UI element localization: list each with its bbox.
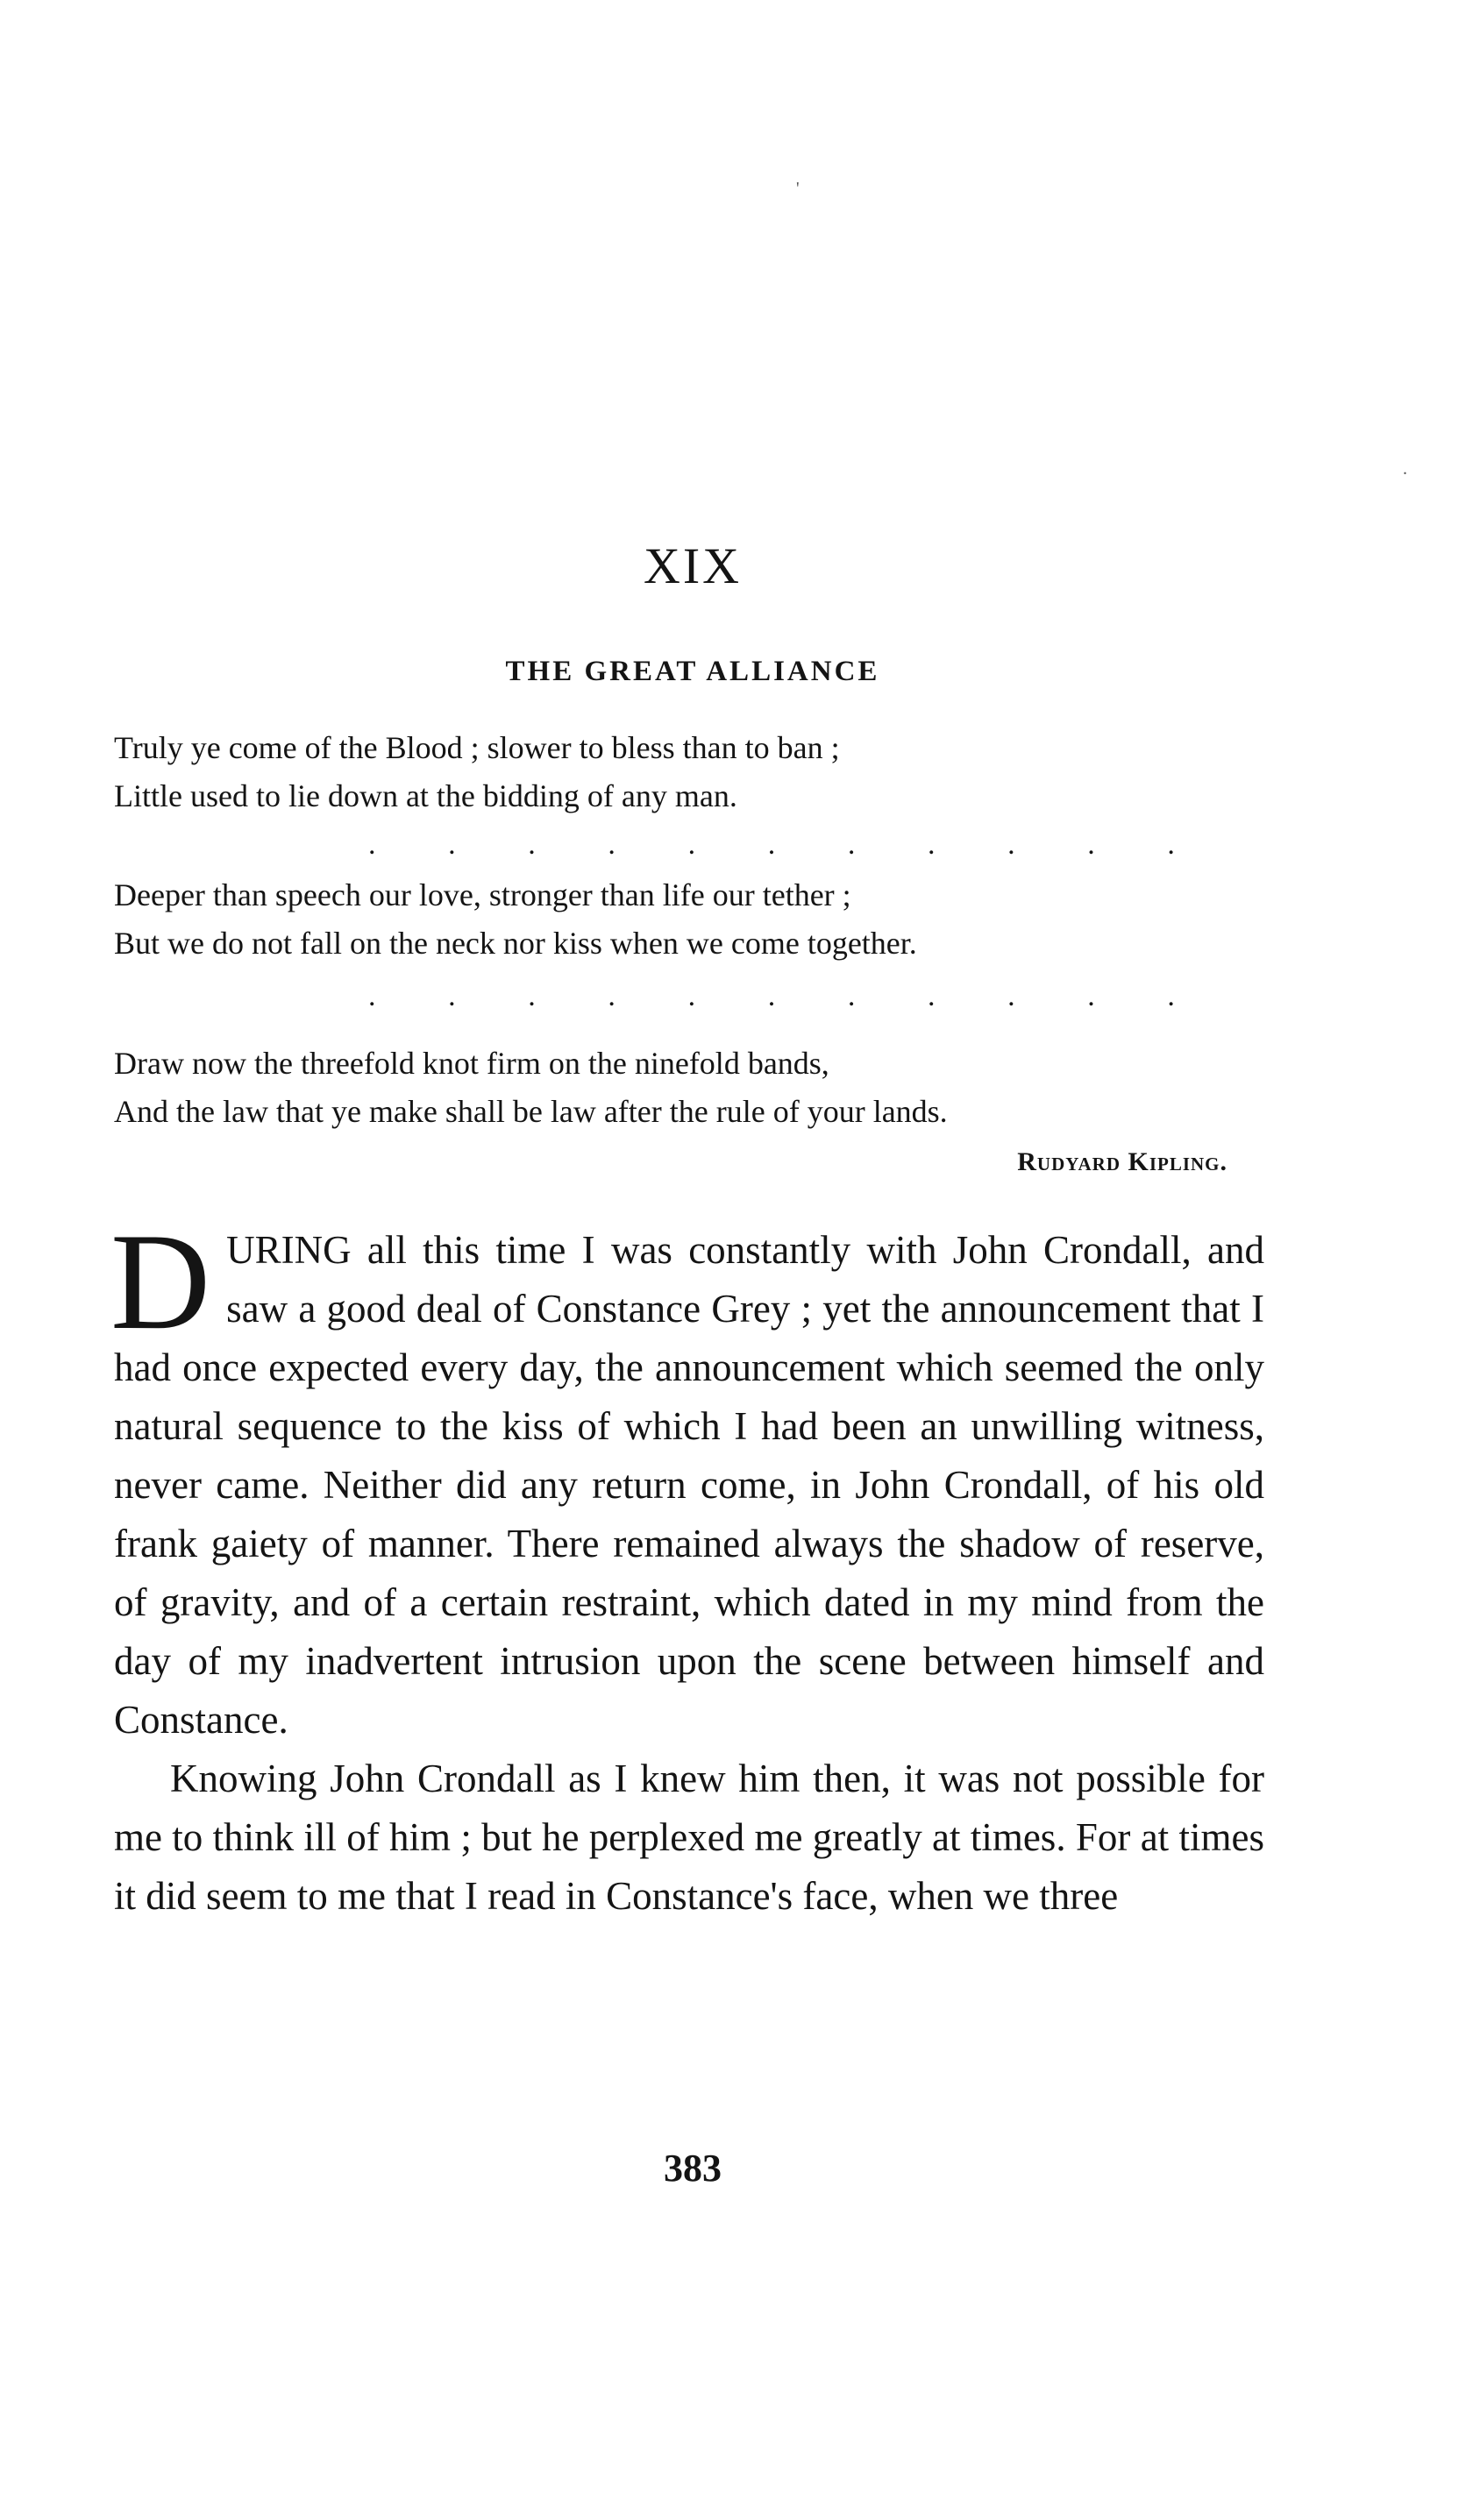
epigraph [114,732,1271,1188]
ellipsis-dot: . [448,980,456,1012]
verse-line: And the law that ye make shall be law after the rule of your lands. [114,1094,948,1129]
paragraph-text: URING all this time I was constantly with John Crondall, and saw a good deal of Constance Grey ; yet the announcement that I had once expected every day, the announcement which seemed the only natural sequence to the kiss of which I had been an unwilling witness, never came. Neither did any return come, in John Crondall, of his old frank gaiety of manner. There remained always the shadow of reserve, of gravity, and of a certain restraint, which dated in my mind from the day of my inadvertent intrusion upon the scene between himself and Constance. [114,1228,1264,1742]
verse-line: Draw now the threefold knot firm on the ninefold bands, [114,1046,829,1081]
print-speck: . [1403,459,1407,479]
chapter-title: THE GREAT ALLIANCE [505,656,880,687]
ellipsis-dot: . [448,828,456,861]
paragraph-text: Knowing John Crondall as I knew him then, it was not possible for me to think ill of him ; but he perplexed me greatly at times. For at times it did seem to me that I read in Constance's face, when we three [114,1757,1264,1918]
ellipsis-row [368,982,1175,1012]
ellipsis-dot: . [687,980,696,1012]
ellipsis-dot: . [767,828,776,861]
chapter-number: XIX [643,537,743,594]
ellipsis-dot: . [1167,828,1175,861]
ellipsis-dot: . [1007,828,1015,861]
paragraph [110,1205,1264,1750]
ellipsis-dot: . [528,828,536,861]
ellipsis-dot: . [1167,980,1175,1012]
paragraph [114,1750,1264,1926]
ellipsis-dot: . [368,980,376,1012]
ellipsis-dot: . [767,980,776,1012]
ellipsis-dot: . [1087,980,1095,1012]
print-speck: ' [796,179,800,198]
epigraph-attribution: Rudyard Kipling. [1017,1147,1227,1176]
ellipsis-dot: . [687,828,696,861]
ellipsis-dot: . [1087,828,1095,861]
ellipsis-dot: . [847,980,856,1012]
ellipsis-dot: . [608,828,615,861]
ellipsis-dot: . [847,828,856,861]
verse-line: Little used to lie down at the bidding of any man. [114,778,737,813]
verse-line: But we do not fall on the neck nor kiss when we come together. [114,926,917,961]
page-number: 383 [664,2147,722,2190]
ellipsis-dot: . [368,828,376,861]
ellipsis-dot: . [528,980,536,1012]
ellipsis-row [368,830,1175,860]
chapter-body [110,1205,1264,1926]
ellipsis-dot: . [927,980,936,1012]
verse-line: Deeper than speech our love, stronger than life our tether ; [114,877,851,912]
ellipsis-dot: . [608,980,615,1012]
drop-cap: D [110,1205,211,1359]
ellipsis-dot: . [927,828,936,861]
ellipsis-dot: . [1007,980,1015,1012]
verse-line: Truly ye come of the Blood ; slower to bless than to ban ; [114,730,840,765]
